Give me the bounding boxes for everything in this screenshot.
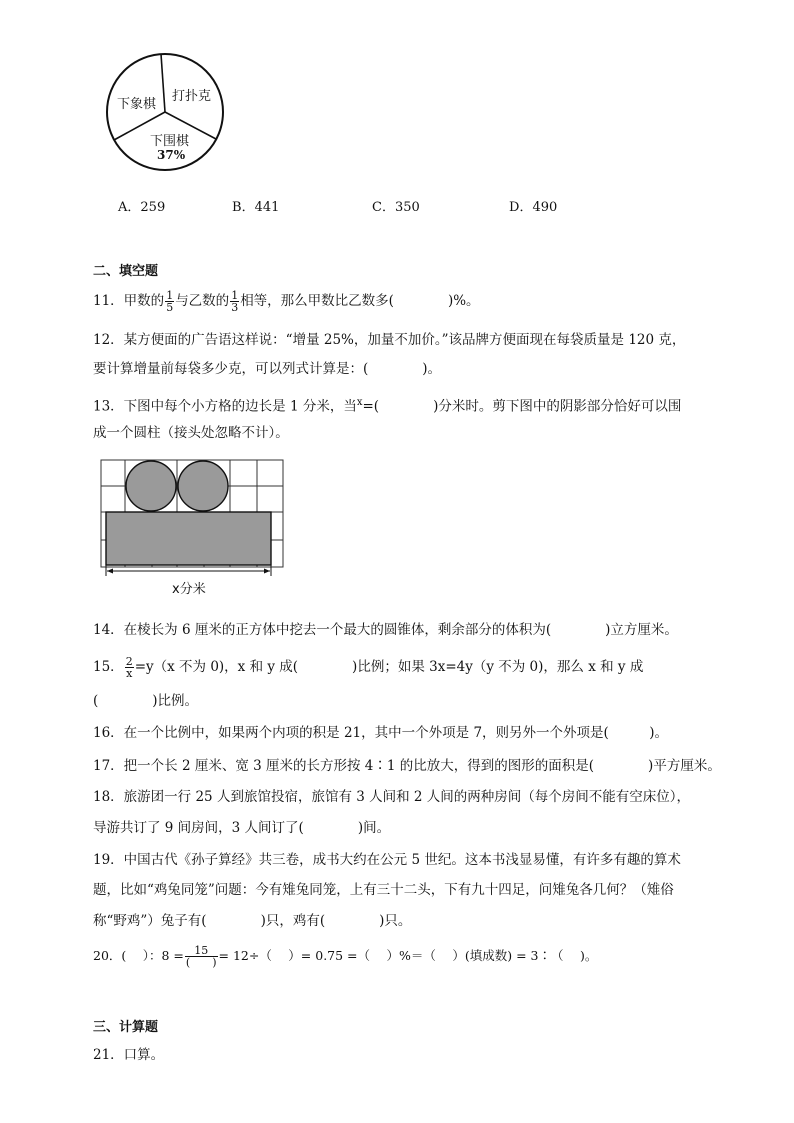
q13-text-b: =( )分米时。剪下图中的阴影部分恰好可以围 xyxy=(362,398,682,415)
frac-num: 15 xyxy=(185,945,218,957)
option-key: D xyxy=(509,200,520,215)
question-19-line2: 题，比如“鸡兔同笼”问题：今有雉兔同笼，上有三十二头，下有九十四足，问雉兔各几何？（雉俗 xyxy=(93,882,674,898)
q11-text-a: 11．甲数的 xyxy=(93,293,165,309)
cylinder-net-figure xyxy=(98,458,288,598)
question-13-line1 xyxy=(93,393,681,417)
q13-variable-x: x xyxy=(356,397,363,408)
question-19-line1: 19．中国古代《孙子算经》共三卷，成书大约在公元 5 世纪。这本书浅显易懂，有许多有趣的算术 xyxy=(93,852,681,868)
option-b[interactable]: B．441 xyxy=(232,200,280,215)
frac-num: 1 xyxy=(231,289,239,302)
question-15-line2: ( )比例。 xyxy=(93,693,199,709)
option-d[interactable]: D．490 xyxy=(509,200,558,215)
question-17: 17．把一个长 2 厘米、宽 3 厘米的长方形按 4∶1 的比放大，得到的图形的面积是( )平方厘米。 xyxy=(93,758,721,774)
frac-den: ( ) xyxy=(185,956,217,969)
question-21: 21．口算。 xyxy=(93,1047,165,1063)
option-value: 441 xyxy=(254,200,280,215)
option-value: 350 xyxy=(394,200,420,215)
question-20 xyxy=(93,945,597,968)
pie-label-poker: 打扑克 xyxy=(172,89,212,104)
frac-num: 1 xyxy=(166,289,174,302)
q20-text-b: = 12÷（ ）= 0.75 =（ ）%＝（ ）(填成数) = 3∶（ )。 xyxy=(218,948,598,963)
fraction-1-3 xyxy=(230,290,239,313)
question-11 xyxy=(93,290,480,313)
question-18-line2: 导游共订了 9 间房间，3 人间订了( )间。 xyxy=(93,820,391,836)
question-13-line2: 成一个圆柱（接头处忽略不计）。 xyxy=(93,425,289,441)
question-19-line3: 称“野鸡”）兔子有( )只，鸡有( )只。 xyxy=(93,913,412,929)
frac-den: x xyxy=(126,667,133,680)
question-14: 14．在棱长为 6 厘米的正方体中挖去一个最大的圆锥体，剩余部分的体积为( )立方厘米。 xyxy=(93,622,678,638)
section-title-calculation: 三、计算题 xyxy=(93,1020,159,1035)
q13-text-a: 13．下图中每个小方格的边长是 1 分米，当 xyxy=(93,398,357,415)
question-18-line1: 18．旅游团一行 25 人到旅馆投宿，旅馆有 3 人间和 2 人间的两种房间（每个房间不能有空床位）， xyxy=(93,789,691,805)
option-key: C xyxy=(372,200,382,215)
fraction-1-5 xyxy=(165,290,174,313)
pie-label-go: 下围棋 xyxy=(150,134,190,149)
option-c[interactable]: C．350 xyxy=(372,200,420,215)
section-title-fill-blank: 二、填空题 xyxy=(93,264,159,279)
q15-text-b: =y（x 不为 0)，x 和 y 成( )比例；如果 3x=4y（y 不为 0)，那么 x 和 y 成 xyxy=(134,659,644,675)
figure-length-label: x分米 xyxy=(172,582,206,597)
question-12-line2: 要计算增量前每袋多少克，可以列式计算是：( )。 xyxy=(93,361,442,377)
frac-num: 2 xyxy=(125,655,133,668)
option-value: 490 xyxy=(532,200,558,215)
fraction-15-blank xyxy=(185,945,218,968)
q20-text-a: 20．( ）：8 = xyxy=(93,948,184,963)
q11-text-c: 相等，那么甲数比乙数多( )%。 xyxy=(240,293,480,309)
fraction-2-x xyxy=(125,656,134,679)
shaded-rectangle xyxy=(106,512,271,565)
option-key: B xyxy=(232,200,242,215)
option-value: 259 xyxy=(140,200,166,215)
q15-text-a: 15． xyxy=(93,659,124,675)
option-a[interactable]: A．259 xyxy=(118,200,166,215)
shaded-circle-left xyxy=(126,461,176,511)
option-key: A xyxy=(118,200,128,215)
frac-den: 5 xyxy=(166,301,174,314)
question-16: 16．在一个比例中，如果两个内项的积是 21，其中一个外项是 7，则另外一个外项是( )。 xyxy=(93,725,669,741)
q11-text-b: 与乙数的 xyxy=(175,293,230,309)
shaded-circle-right xyxy=(178,461,228,511)
pie-label-chess: 下象棋 xyxy=(117,97,157,112)
question-15-line1 xyxy=(93,656,643,679)
pie-percent-go: 37% xyxy=(157,148,186,162)
question-12-line1: 12．某方便面的广告语这样说：“增量 25%，加量不加价。”该品牌方便面现在每袋质量是 120 克， xyxy=(93,332,686,348)
frac-den: 3 xyxy=(231,301,239,314)
